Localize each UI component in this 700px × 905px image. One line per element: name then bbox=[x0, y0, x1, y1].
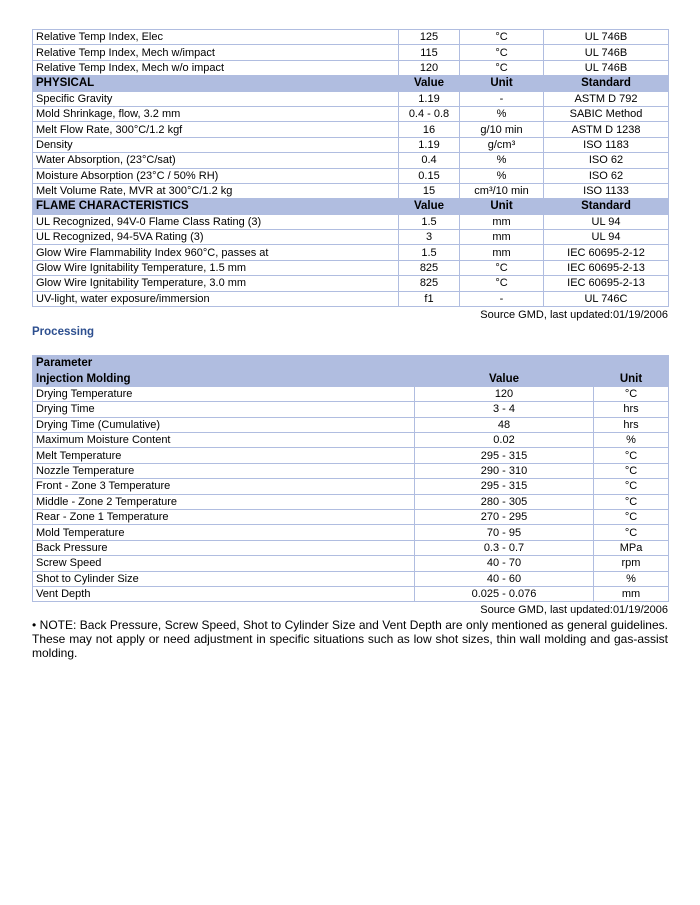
cell-parameter: Nozzle Temperature bbox=[33, 463, 415, 478]
properties-source-note: Source GMD, last updated:01/19/2006 bbox=[480, 309, 668, 322]
cell-standard: ISO 62 bbox=[544, 153, 669, 168]
cell-standard: ISO 1183 bbox=[544, 137, 669, 152]
cell-property: Relative Temp Index, Mech w/impact bbox=[33, 45, 399, 60]
cell-unit: °C bbox=[594, 525, 669, 540]
cell-parameter: Vent Depth bbox=[33, 586, 415, 601]
cell-standard: IEC 60695-2-13 bbox=[544, 276, 669, 291]
cell-unit: hrs bbox=[594, 402, 669, 417]
cell-unit: Unit bbox=[460, 76, 544, 91]
table-row bbox=[33, 122, 669, 137]
table-row bbox=[33, 214, 669, 229]
cell-standard: Standard bbox=[544, 76, 669, 91]
cell-standard: IEC 60695-2-12 bbox=[544, 245, 669, 260]
cell-unit: Unit bbox=[460, 199, 544, 214]
cell-parameter: Drying Time (Cumulative) bbox=[33, 417, 415, 432]
table-row bbox=[33, 137, 669, 152]
cell-standard: Standard bbox=[544, 199, 669, 214]
cell-value: 1.5 bbox=[399, 214, 460, 229]
cell-unit: MPa bbox=[594, 540, 669, 555]
cell-unit: mm bbox=[594, 586, 669, 601]
cell-parameter: Maximum Moisture Content bbox=[33, 432, 415, 447]
section-header-row bbox=[33, 199, 669, 214]
cell-value: 120 bbox=[399, 60, 460, 75]
cell-unit: °C bbox=[460, 30, 544, 45]
cell-value: 40 - 60 bbox=[415, 571, 594, 586]
cell-standard: IEC 60695-2-13 bbox=[544, 260, 669, 275]
table-row bbox=[33, 463, 669, 478]
cell-unit: % bbox=[594, 432, 669, 447]
table-row bbox=[33, 402, 669, 417]
cell-parameter: Drying Time bbox=[33, 402, 415, 417]
cell-value: 0.4 - 0.8 bbox=[399, 106, 460, 121]
cell-standard: UL 746B bbox=[544, 30, 669, 45]
table-row bbox=[33, 168, 669, 183]
table-row bbox=[33, 45, 669, 60]
cell-value: 15 bbox=[399, 183, 460, 198]
cell-standard: UL 746B bbox=[544, 45, 669, 60]
cell-property: Relative Temp Index, Elec bbox=[33, 30, 399, 45]
cell-unit: °C bbox=[460, 260, 544, 275]
cell-standard: UL 746C bbox=[544, 291, 669, 306]
cell-unit: °C bbox=[594, 479, 669, 494]
cell-parameter: Shot to Cylinder Size bbox=[33, 571, 415, 586]
table-row bbox=[33, 60, 669, 75]
cell-value: f1 bbox=[399, 291, 460, 306]
cell-unit: g/10 min bbox=[460, 122, 544, 137]
properties-table-body bbox=[33, 30, 669, 307]
table-row bbox=[33, 556, 669, 571]
cell-unit: g/cm³ bbox=[460, 137, 544, 152]
processing-table-body bbox=[33, 356, 669, 602]
header-blank bbox=[594, 356, 669, 371]
processing-table bbox=[32, 355, 669, 602]
cell-value: 120 bbox=[415, 386, 594, 401]
cell-property: Specific Gravity bbox=[33, 91, 399, 106]
table-row bbox=[33, 540, 669, 555]
cell-value: 0.3 - 0.7 bbox=[415, 540, 594, 555]
cell-unit: % bbox=[460, 106, 544, 121]
cell-property: Mold Shrinkage, flow, 3.2 mm bbox=[33, 106, 399, 121]
cell-standard: ASTM D 792 bbox=[544, 91, 669, 106]
cell-value: 3 - 4 bbox=[415, 402, 594, 417]
cell-standard: ISO 62 bbox=[544, 168, 669, 183]
cell-unit: °C bbox=[460, 45, 544, 60]
cell-property: UV-light, water exposure/immersion bbox=[33, 291, 399, 306]
cell-value: 115 bbox=[399, 45, 460, 60]
cell-parameter: Mold Temperature bbox=[33, 525, 415, 540]
datasheet-page bbox=[32, 29, 668, 660]
cell-property: UL Recognized, 94-5VA Rating (3) bbox=[33, 230, 399, 245]
table-row bbox=[33, 417, 669, 432]
cell-value: 280 - 305 bbox=[415, 494, 594, 509]
header-blank bbox=[415, 356, 594, 371]
cell-standard: ASTM D 1238 bbox=[544, 122, 669, 137]
cell-unit: mm bbox=[460, 214, 544, 229]
processing-section-title: Processing bbox=[32, 326, 94, 339]
cell-unit: °C bbox=[594, 494, 669, 509]
cell-parameter: Middle - Zone 2 Temperature bbox=[33, 494, 415, 509]
cell-unit: °C bbox=[594, 509, 669, 524]
table-row bbox=[33, 479, 669, 494]
cell-value: 0.02 bbox=[415, 432, 594, 447]
cell-unit: hrs bbox=[594, 417, 669, 432]
cell-standard: ISO 1133 bbox=[544, 183, 669, 198]
cell-unit: - bbox=[460, 91, 544, 106]
processing-source-note: Source GMD, last updated:01/19/2006 bbox=[480, 604, 668, 617]
cell-value: 0.15 bbox=[399, 168, 460, 183]
table-row bbox=[33, 230, 669, 245]
cell-unit: cm³/10 min bbox=[460, 183, 544, 198]
header-parameter: Parameter bbox=[33, 356, 415, 371]
cell-value: 16 bbox=[399, 122, 460, 137]
cell-property: Glow Wire Flammability Index 960°C, passes at bbox=[33, 245, 399, 260]
cell-unit: rpm bbox=[594, 556, 669, 571]
cell-standard: UL 94 bbox=[544, 214, 669, 229]
cell-standard: SABIC Method bbox=[544, 106, 669, 121]
cell-property: Relative Temp Index, Mech w/o impact bbox=[33, 60, 399, 75]
cell-unit: °C bbox=[594, 463, 669, 478]
cell-value: 48 bbox=[415, 417, 594, 432]
processing-guideline-note: • NOTE: Back Pressure, Screw Speed, Shot to Cylinder Size and Vent Depth are only mentioned as general guidelines. These may not apply or need adjustment in specific situations such as low shot sizes, thin wall molding and gas-assist molding. bbox=[32, 618, 668, 661]
cell-property: UL Recognized, 94V-0 Flame Class Rating (3) bbox=[33, 214, 399, 229]
cell-property: Melt Flow Rate, 300°C/1.2 kgf bbox=[33, 122, 399, 137]
cell-value: 295 - 315 bbox=[415, 448, 594, 463]
cell-value: 825 bbox=[399, 276, 460, 291]
cell-unit: °C bbox=[594, 448, 669, 463]
cell-parameter: Screw Speed bbox=[33, 556, 415, 571]
table-row bbox=[33, 448, 669, 463]
cell-value: 0.4 bbox=[399, 153, 460, 168]
table-row bbox=[33, 183, 669, 198]
properties-table bbox=[32, 29, 669, 307]
cell-property: Water Absorption, (23°C/sat) bbox=[33, 153, 399, 168]
cell-standard: UL 94 bbox=[544, 230, 669, 245]
cell-property: Glow Wire Ignitability Temperature, 1.5 mm bbox=[33, 260, 399, 275]
header-unit: Unit bbox=[594, 371, 669, 386]
table-row bbox=[33, 509, 669, 524]
cell-unit: % bbox=[460, 153, 544, 168]
cell-value: 125 bbox=[399, 30, 460, 45]
table-row bbox=[33, 586, 669, 601]
cell-value: 825 bbox=[399, 260, 460, 275]
cell-property: FLAME CHARACTERISTICS bbox=[33, 199, 399, 214]
cell-unit: °C bbox=[460, 60, 544, 75]
table-row bbox=[33, 153, 669, 168]
cell-parameter: Rear - Zone 1 Temperature bbox=[33, 509, 415, 524]
cell-parameter: Melt Temperature bbox=[33, 448, 415, 463]
cell-unit: °C bbox=[594, 386, 669, 401]
cell-standard: UL 746B bbox=[544, 60, 669, 75]
header-injection-molding: Injection Molding bbox=[33, 371, 415, 386]
cell-value: 3 bbox=[399, 230, 460, 245]
processing-header-row-parameter bbox=[33, 356, 669, 371]
header-value: Value bbox=[415, 371, 594, 386]
cell-parameter: Front - Zone 3 Temperature bbox=[33, 479, 415, 494]
cell-property: Moisture Absorption (23°C / 50% RH) bbox=[33, 168, 399, 183]
cell-value: 0.025 - 0.076 bbox=[415, 586, 594, 601]
cell-unit: °C bbox=[460, 276, 544, 291]
cell-property: PHYSICAL bbox=[33, 76, 399, 91]
table-row bbox=[33, 91, 669, 106]
cell-unit: mm bbox=[460, 245, 544, 260]
processing-header-row-injection-molding bbox=[33, 371, 669, 386]
cell-parameter: Back Pressure bbox=[33, 540, 415, 555]
table-row bbox=[33, 494, 669, 509]
table-row bbox=[33, 386, 669, 401]
cell-value: 295 - 315 bbox=[415, 479, 594, 494]
table-row bbox=[33, 432, 669, 447]
table-row bbox=[33, 291, 669, 306]
cell-value: 290 - 310 bbox=[415, 463, 594, 478]
cell-value: Value bbox=[399, 199, 460, 214]
cell-parameter: Drying Temperature bbox=[33, 386, 415, 401]
cell-unit: % bbox=[460, 168, 544, 183]
cell-property: Density bbox=[33, 137, 399, 152]
cell-unit: mm bbox=[460, 230, 544, 245]
cell-value: 270 - 295 bbox=[415, 509, 594, 524]
cell-value: 40 - 70 bbox=[415, 556, 594, 571]
table-row bbox=[33, 260, 669, 275]
table-row bbox=[33, 276, 669, 291]
table-row bbox=[33, 106, 669, 121]
cell-value: Value bbox=[399, 76, 460, 91]
cell-unit: - bbox=[460, 291, 544, 306]
table-row bbox=[33, 525, 669, 540]
table-row bbox=[33, 30, 669, 45]
cell-unit: % bbox=[594, 571, 669, 586]
cell-value: 1.19 bbox=[399, 91, 460, 106]
cell-value: 70 - 95 bbox=[415, 525, 594, 540]
cell-property: Melt Volume Rate, MVR at 300°C/1.2 kg bbox=[33, 183, 399, 198]
cell-value: 1.5 bbox=[399, 245, 460, 260]
table-row bbox=[33, 245, 669, 260]
table-row bbox=[33, 571, 669, 586]
cell-value: 1.19 bbox=[399, 137, 460, 152]
cell-property: Glow Wire Ignitability Temperature, 3.0 mm bbox=[33, 276, 399, 291]
section-header-row bbox=[33, 76, 669, 91]
